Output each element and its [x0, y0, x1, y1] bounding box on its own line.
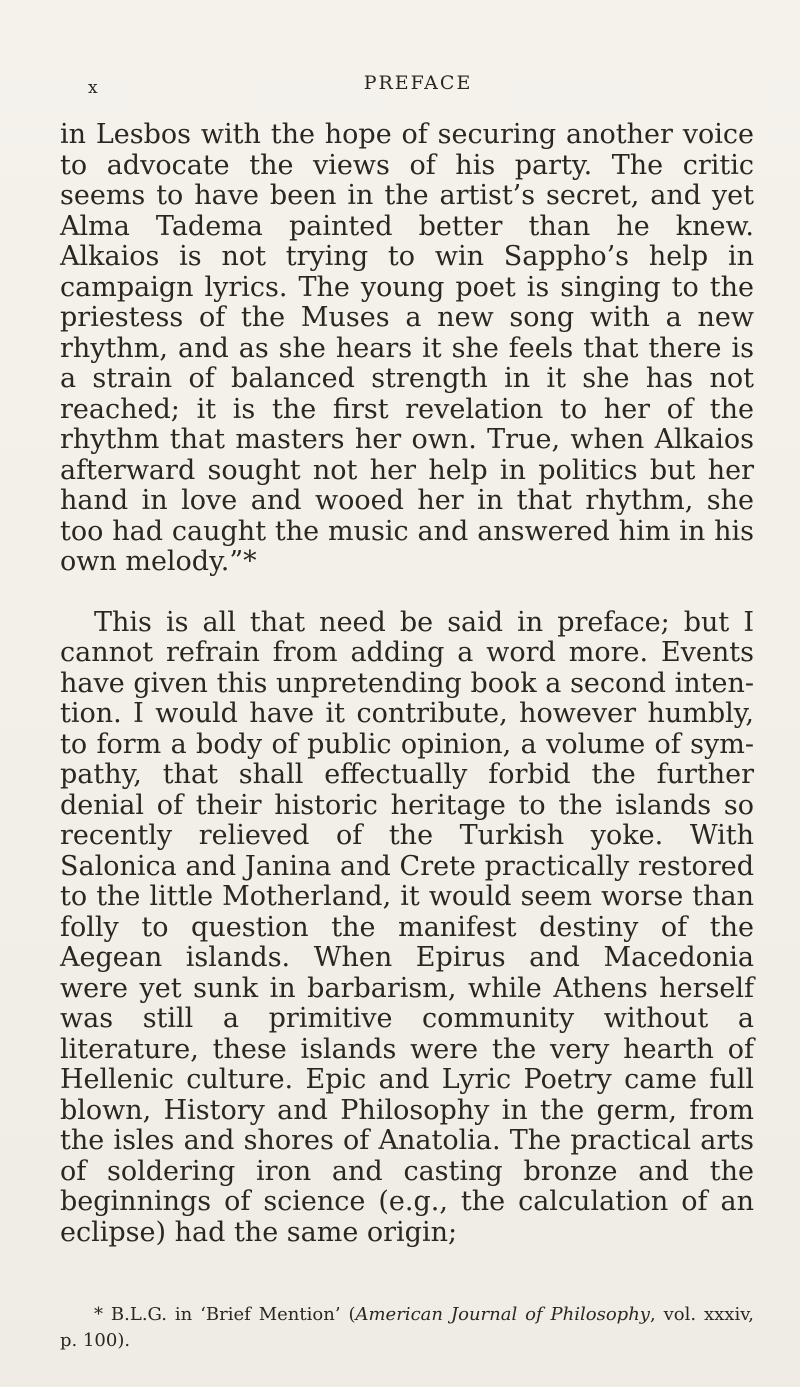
body-text — [60, 120, 754, 1248]
footnote — [60, 1302, 754, 1354]
paragraph: This is all that need be said in preface; but I cannot refrain from adding a word more. Events have given this unpretending book a second intention. I would have it contribute, however humbly, to form a body of public opinion, a volume of sympathy, that shall effectually forbid the further denial of their historic heritage to the islands so recently relieved of the Turkish yoke. With Salonica and Janina and Crete practically restored to the little Motherland, it would seem worse than folly to question the manifest destiny of the Aegean islands. When Epirus and Macedonia were yet sunk in barbarism, while Athens herself was still a primitive community without a literature, these islands were the very hearth of Hellenic culture. Epic and Lyric Poetry came full blown, History and Philosophy in the germ, from the isles and shores of Anatolia. The practical arts of soldering iron and casting bronze and the beginnings of science (e.g., the calculation of an eclipse) had the same origin; — [60, 606, 754, 1248]
running-head — [88, 72, 748, 102]
page-number: x — [88, 78, 99, 98]
footnote-prefix: * B.L.G. in ‘Brief Mention’ ( — [94, 1304, 356, 1325]
running-title: PREFACE — [363, 72, 473, 94]
paragraph: in Lesbos with the hope of securing another voice to advocate the views of his party. The critic seems to have been in the artist’s secret, and yet Alma Tadema painted better than he knew. Alkaios is not trying to win Sappho’s help in campaign lyrics. The young poet is singing to the priestess of the Muses a new song with a new rhythm, and as she hears it she feels that there is a strain of balanced strength in it she has not reached; it is the first revelation to her of the rhythm that masters her own. True, when Alkaios afterward sought not her help in politics but her hand in love and wooed her in that rhythm, she too had caught the music and answered him in his own melody.”* — [60, 119, 754, 577]
footnote-journal: American Journal of Philosophy — [355, 1304, 650, 1325]
footnote-suffix: , vol. xxxiv, p. 100). — [60, 1304, 754, 1351]
